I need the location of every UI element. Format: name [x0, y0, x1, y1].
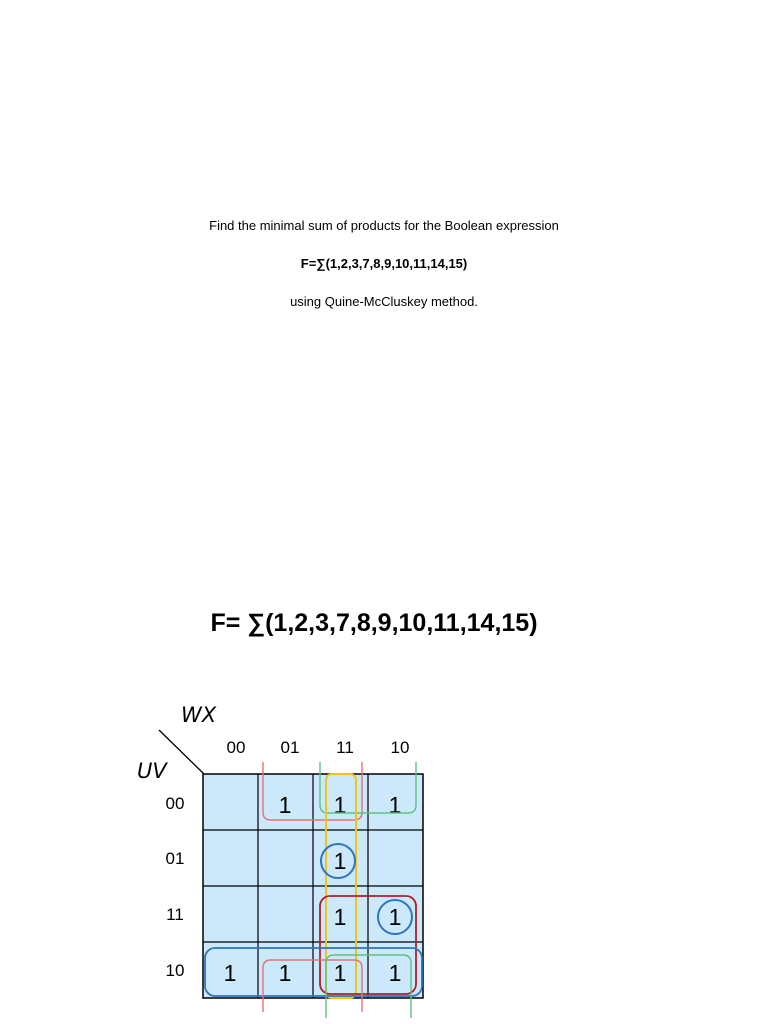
kmap-cell-value: 1 [388, 792, 402, 818]
kmap-column-header: 00 [226, 738, 246, 757]
slide-expression: F= ∑(1,2,3,7,8,9,10,11,14,15) [210, 609, 538, 637]
kmap-cell-value: 1 [278, 792, 292, 818]
kmap-row-header: 10 [165, 961, 185, 980]
kmap-column-header: 11 [336, 738, 354, 757]
kmap-column-header: 01 [280, 738, 300, 757]
kmap-cell-value: 1 [223, 960, 237, 986]
question-method: using Quine-McCluskey method. [290, 294, 478, 309]
kmap-cell-value: 1 [333, 960, 347, 986]
kmap-column-header: 10 [390, 738, 410, 757]
kmap-cell-value: 1 [333, 848, 347, 874]
kmap-row-variable-label: UV [137, 759, 167, 783]
kmap-row-header: 00 [165, 794, 185, 813]
question-expression: F=∑(1,2,3,7,8,9,10,11,14,15) [300, 256, 468, 271]
kmap-cell-value: 1 [388, 960, 402, 986]
kmap-cell-value: 1 [333, 904, 347, 930]
kmap-column-variable-label: WX [181, 703, 217, 727]
kmap-row-header: 11 [166, 905, 184, 924]
kmap-cell-value: 1 [278, 960, 292, 986]
kmap-cell-value: 1 [388, 904, 402, 930]
kmap-cell-value: 1 [333, 792, 347, 818]
kmap-row-header: 01 [165, 849, 185, 868]
question-prompt: Find the minimal sum of products for the Boolean expression [209, 218, 559, 233]
